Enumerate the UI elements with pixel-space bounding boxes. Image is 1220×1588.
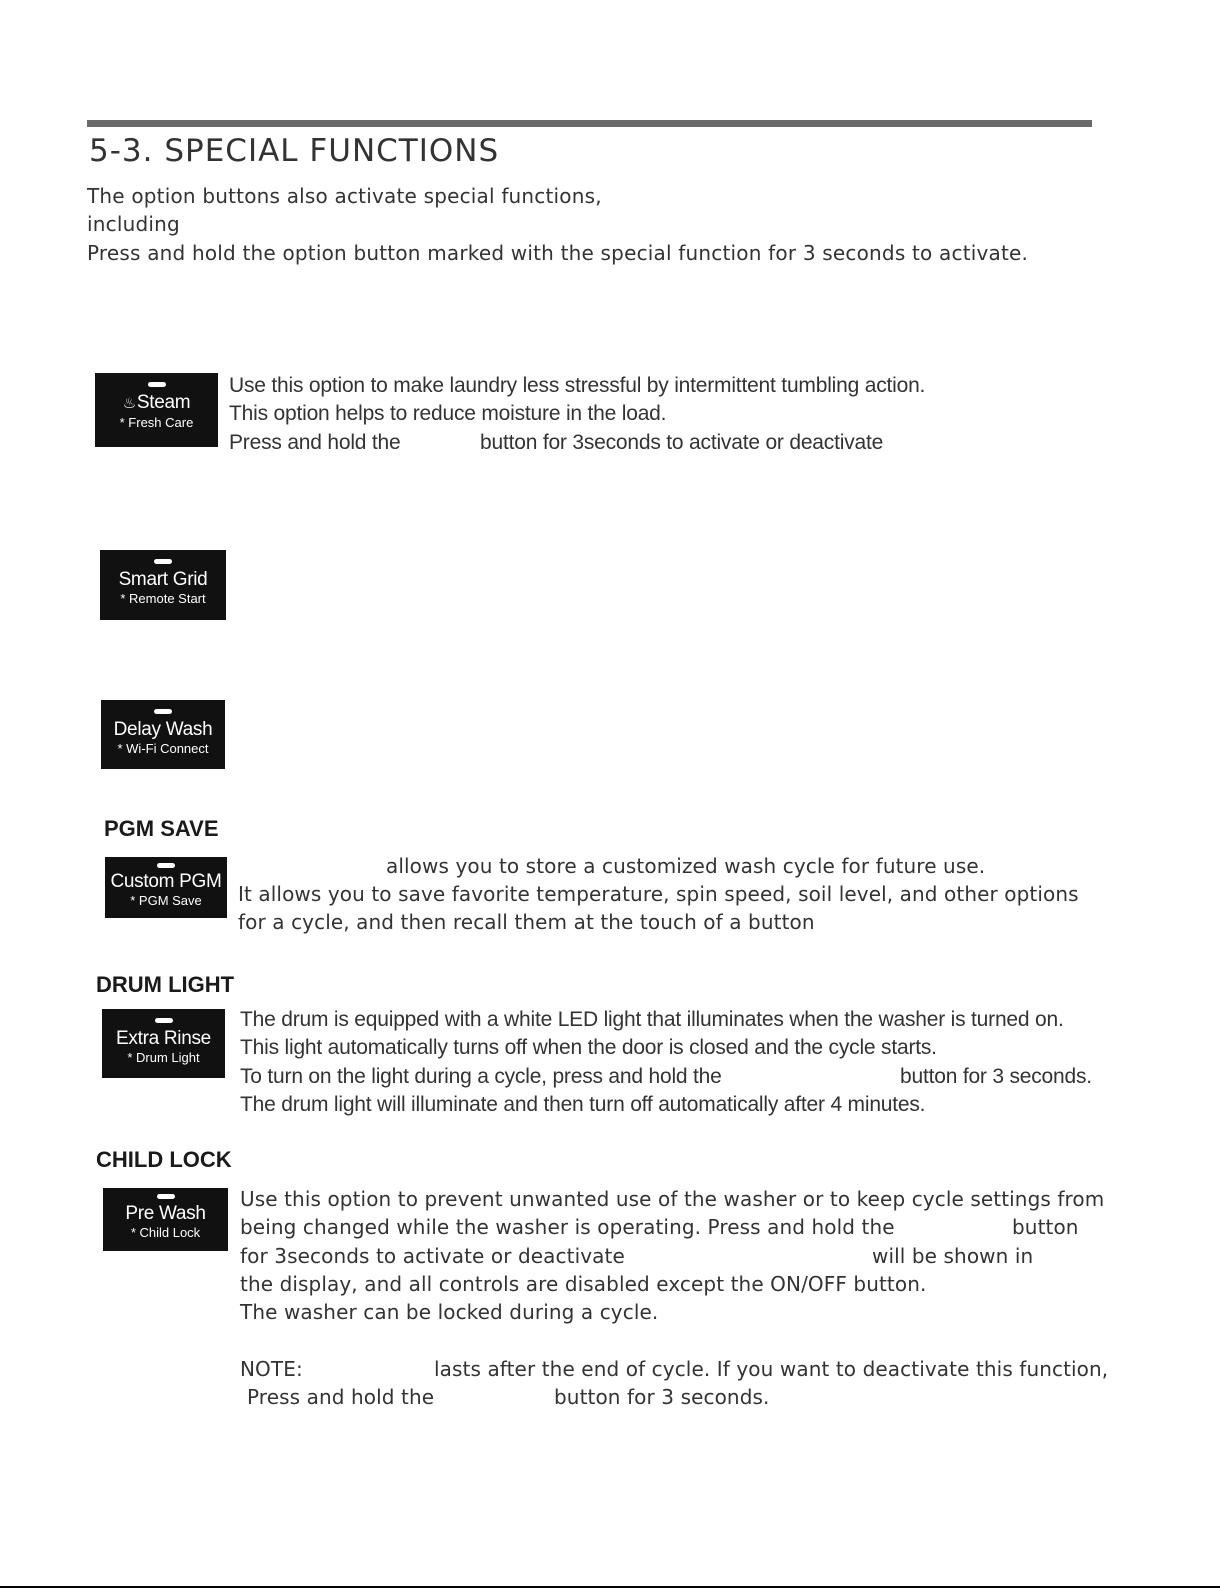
- steam-text-line-1: Use this option to make laundry less stressful by intermittent tumbling action.: [229, 374, 926, 397]
- child-lock-note-label: NOTE:: [240, 1357, 303, 1381]
- child-lock-note-line-2b: button for 3 seconds.: [554, 1385, 770, 1409]
- section-title: 5-3. SPECIAL FUNCTIONS: [89, 133, 500, 169]
- delay-wash-button-sublabel: * Wi-Fi Connect: [117, 741, 209, 756]
- indicator-light: [154, 709, 172, 714]
- delay-wash-button[interactable]: [101, 700, 225, 769]
- child-lock-text-line-3b: will be shown in: [872, 1244, 1034, 1268]
- child-lock-text-line-1: Use this option to prevent unwanted use of the washer or to keep cycle settings from: [240, 1187, 1105, 1211]
- drum-light-text-line-1: The drum is equipped with a white LED light that illuminates when the washer is turned on.: [240, 1008, 1064, 1031]
- steam-text-line-2: This option helps to reduce moisture in the load.: [229, 402, 667, 425]
- indicator-light: [155, 1018, 173, 1023]
- extra-rinse-button-label: Extra Rinse: [116, 1028, 211, 1049]
- indicator-light: [154, 559, 172, 564]
- smart-grid-button-sublabel: * Remote Start: [120, 591, 206, 606]
- indicator-light: [148, 382, 166, 387]
- pgm-save-text-line-1: allows you to store a customized wash cycle for future use.: [386, 854, 986, 878]
- indicator-light: [157, 863, 175, 868]
- delay-wash-button-label: Delay Wash: [113, 719, 213, 740]
- child-lock-text-line-2a: being changed while the washer is operating. Press and hold the: [240, 1215, 895, 1239]
- drum-light-text-line-3a: To turn on the light during a cycle, press and hold the: [240, 1065, 722, 1088]
- intro-line-1: The option buttons also activate special functions,: [87, 184, 602, 208]
- child-lock-text-line-3a: for 3seconds to activate or deactivate: [240, 1244, 625, 1268]
- pre-wash-button-sublabel: * Child Lock: [130, 1225, 201, 1240]
- child-lock-note-line-1: lasts after the end of cycle. If you want to deactivate this function,: [434, 1357, 1109, 1381]
- drum-light-text-line-2: This light automatically turns off when the door is closed and the cycle starts.: [240, 1036, 937, 1059]
- custom-pgm-button-label: Custom PGM: [110, 871, 222, 892]
- steam-button-sublabel: * Fresh Care: [119, 415, 194, 430]
- extra-rinse-button[interactable]: [102, 1009, 225, 1078]
- drum-light-text-line-3b: button for 3 seconds.: [900, 1065, 1092, 1088]
- custom-pgm-button-sublabel: * PGM Save: [130, 893, 202, 908]
- smart-grid-button-label: Smart Grid: [118, 569, 208, 590]
- child-lock-heading: CHILD LOCK: [96, 1147, 232, 1172]
- steam-icon: ♨: [122, 395, 136, 412]
- steam-text-line-3a: Press and hold the: [229, 431, 401, 454]
- drum-light-text-line-4: The drum light will illuminate and then turn off automatically after 4 minutes.: [240, 1093, 926, 1116]
- smart-grid-button[interactable]: [100, 550, 226, 620]
- header-rule: [87, 120, 1092, 127]
- drum-light-heading: DRUM LIGHT: [96, 972, 235, 997]
- child-lock-text-line-4: the display, and all controls are disabled except the ON/OFF button.: [240, 1272, 927, 1296]
- pgm-save-text-line-3: for a cycle, and then recall them at the touch of a button: [238, 910, 815, 934]
- intro-line-2: including: [87, 212, 180, 236]
- steam-button-label: Steam: [136, 392, 191, 413]
- indicator-light: [157, 1194, 175, 1199]
- steam-text-line-3b: button for 3seconds to activate or deactivate: [480, 431, 884, 454]
- pgm-save-text-line-2: It allows you to save favorite temperature, spin speed, soil level, and other options: [238, 882, 1079, 906]
- steam-button[interactable]: [95, 373, 218, 447]
- custom-pgm-button[interactable]: [105, 857, 227, 918]
- pre-wash-button[interactable]: [103, 1188, 228, 1251]
- child-lock-text-line-2b: button: [1012, 1215, 1079, 1239]
- pgm-save-heading: PGM SAVE: [104, 816, 219, 841]
- pre-wash-button-label: Pre Wash: [125, 1203, 206, 1224]
- child-lock-note-line-2a: Press and hold the: [247, 1385, 435, 1409]
- child-lock-text-line-5: The washer can be locked during a cycle.: [240, 1300, 659, 1324]
- extra-rinse-button-sublabel: * Drum Light: [127, 1050, 200, 1065]
- intro-line-3: Press and hold the option button marked with the special function for 3 seconds to activate.: [87, 241, 1029, 265]
